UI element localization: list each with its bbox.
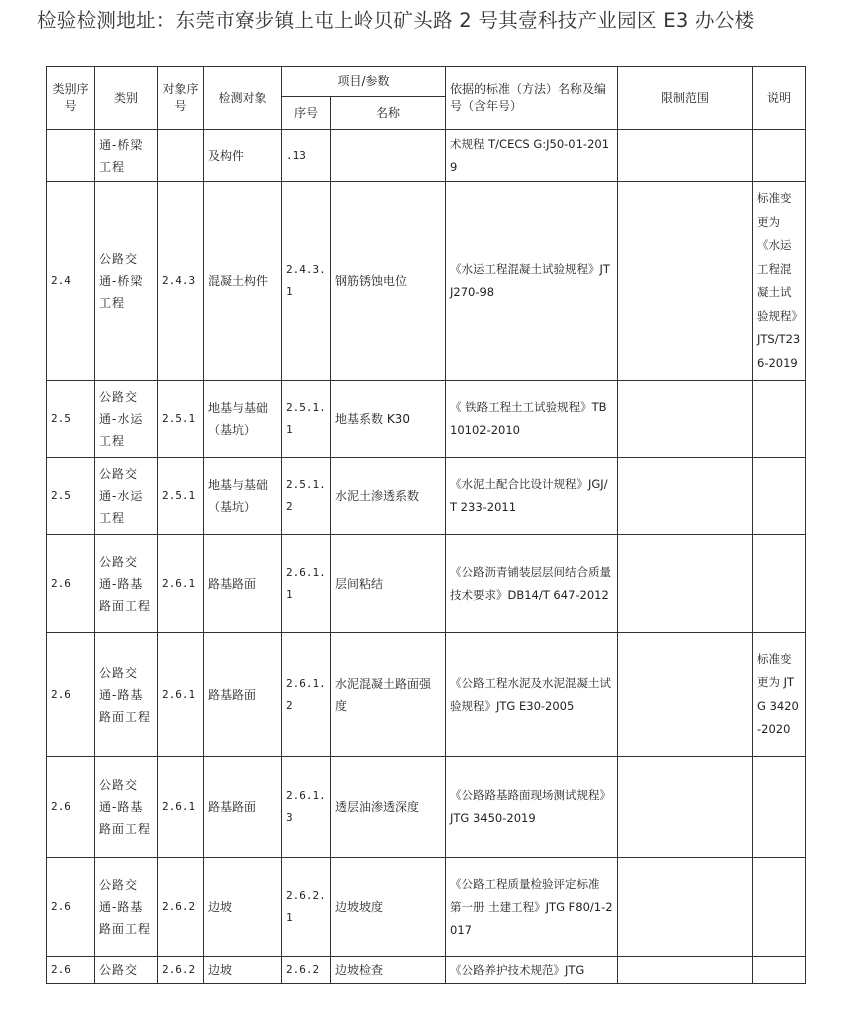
table-row [47,957,806,984]
cell-item-name: 层间粘结 [331,535,446,633]
cell-item-name: 透层油渗透深度 [331,757,446,858]
cell-object-seq: 2.6.2 [158,858,204,957]
cell-standard: 《公路路基路面现场测试规程》JTG 3450-2019 [446,757,618,858]
cell-object: 边坡 [204,858,282,957]
cell-object-seq: 2.5.1 [158,458,204,535]
cell-limit [618,130,753,182]
cell-note [753,858,806,957]
cell-object-seq: 2.6.2 [158,957,204,984]
cell-object-seq: 2.6.1 [158,633,204,757]
cell-item-seq: 2.6.2 [282,957,331,984]
col-header-object: 检测对象 [204,67,282,130]
cell-object: 地基与基础（基坑） [204,381,282,458]
cell-category: 公路交通-路基路面工程 [95,633,158,757]
col-header-note: 说明 [753,67,806,130]
cell-category-seq: 2.6 [47,633,95,757]
table-row [47,381,806,458]
cell-item-name [331,130,446,182]
col-header-item-seq: 序号 [282,97,331,130]
cell-item-seq: 2.6.2.1 [282,858,331,957]
inspection-scope-table [46,66,806,984]
cell-note [753,130,806,182]
cell-standard: 《水运工程混凝土试验规程》JTJ270-98 [446,182,618,381]
cell-limit [618,458,753,535]
cell-object-seq: 2.6.1 [158,535,204,633]
cell-standard: 《 铁路工程土工试验规程》TB 10102-2010 [446,381,618,458]
cell-note [753,458,806,535]
table-row [47,130,806,182]
cell-object-seq: 2.6.1 [158,757,204,858]
col-header-item-name: 名称 [331,97,446,130]
cell-item-name: 钢筋锈蚀电位 [331,182,446,381]
cell-object: 路基路面 [204,757,282,858]
cell-limit [618,182,753,381]
col-header-object-seq: 对象序号 [158,67,204,130]
cell-item-name: 边坡检查 [331,957,446,984]
cell-object: 路基路面 [204,633,282,757]
cell-standard: 术规程 T/CECS G:J50-01-2019 [446,130,618,182]
cell-item-name: 地基系数 K30 [331,381,446,458]
cell-category: 公路交通-水运工程 [95,381,158,458]
cell-category-seq: 2.5 [47,458,95,535]
col-header-item-param: 项目/参数 [282,67,446,97]
cell-category: 通-桥梁工程 [95,130,158,182]
table-row [47,182,806,381]
table-row [47,535,806,633]
cell-item-seq: 2.6.1.2 [282,633,331,757]
cell-category: 公路交通-水运工程 [95,458,158,535]
cell-category-seq: 2.6 [47,957,95,984]
cell-limit [618,757,753,858]
inspection-address-header: 检验检测地址：东莞市寮步镇上屯上岭贝矿头路 2 号其壹科技产业园区 E3 办公楼 [37,9,755,32]
col-header-standard: 依据的标准（方法）名称及编号（含年号） [446,67,618,130]
cell-item-seq: 2.4.3.1 [282,182,331,381]
cell-note: 标准变更为 JTG 3420-2020 [753,633,806,757]
cell-note [753,535,806,633]
cell-object: 混凝土构件 [204,182,282,381]
cell-category: 公路交通-路基路面工程 [95,757,158,858]
col-header-limit: 限制范围 [618,67,753,130]
cell-category-seq: 2.6 [47,535,95,633]
cell-limit [618,957,753,984]
cell-item-name: 边坡坡度 [331,858,446,957]
cell-standard: 《水泥土配合比设计规程》JGJ/T 233-2011 [446,458,618,535]
table-row [47,858,806,957]
cell-note [753,757,806,858]
cell-limit [618,381,753,458]
cell-object-seq: 2.4.3 [158,182,204,381]
cell-item-seq: .13 [282,130,331,182]
cell-category-seq: 2.6 [47,757,95,858]
cell-object: 地基与基础（基坑） [204,458,282,535]
cell-standard: 《公路养护技术规范》JTG [446,957,618,984]
cell-object: 路基路面 [204,535,282,633]
cell-item-seq: 2.5.1.1 [282,381,331,458]
cell-note [753,381,806,458]
cell-standard: 《公路沥青铺装层层间结合质量技术要求》DB14/T 647-2012 [446,535,618,633]
table-row [47,757,806,858]
cell-item-seq: 2.6.1.1 [282,535,331,633]
cell-object: 边坡 [204,957,282,984]
cell-item-seq: 2.5.1.2 [282,458,331,535]
cell-category: 公路交通-桥梁工程 [95,182,158,381]
col-header-category: 类别 [95,67,158,130]
cell-object-seq: 2.5.1 [158,381,204,458]
cell-item-name: 水泥土渗透系数 [331,458,446,535]
cell-category: 公路交通-路基路面工程 [95,535,158,633]
cell-note [753,957,806,984]
cell-category-seq [47,130,95,182]
cell-category-seq: 2.4 [47,182,95,381]
cell-object: 及构件 [204,130,282,182]
cell-category-seq: 2.5 [47,381,95,458]
cell-item-name: 水泥混凝土路面强度 [331,633,446,757]
cell-category: 公路交 [95,957,158,984]
col-header-category-seq: 类别序号 [47,67,95,130]
cell-note: 标准变更为《水运工程混凝土试验规程》JTS/T236-2019 [753,182,806,381]
table-row [47,633,806,757]
cell-category-seq: 2.6 [47,858,95,957]
cell-item-seq: 2.6.1.3 [282,757,331,858]
cell-limit [618,633,753,757]
table-row [47,458,806,535]
cell-category: 公路交通-路基路面工程 [95,858,158,957]
cell-object-seq [158,130,204,182]
cell-standard: 《公路工程质量检验评定标准 第一册 土建工程》JTG F80/1-2017 [446,858,618,957]
cell-standard: 《公路工程水泥及水泥混凝土试验规程》JTG E30-2005 [446,633,618,757]
cell-limit [618,535,753,633]
cell-limit [618,858,753,957]
